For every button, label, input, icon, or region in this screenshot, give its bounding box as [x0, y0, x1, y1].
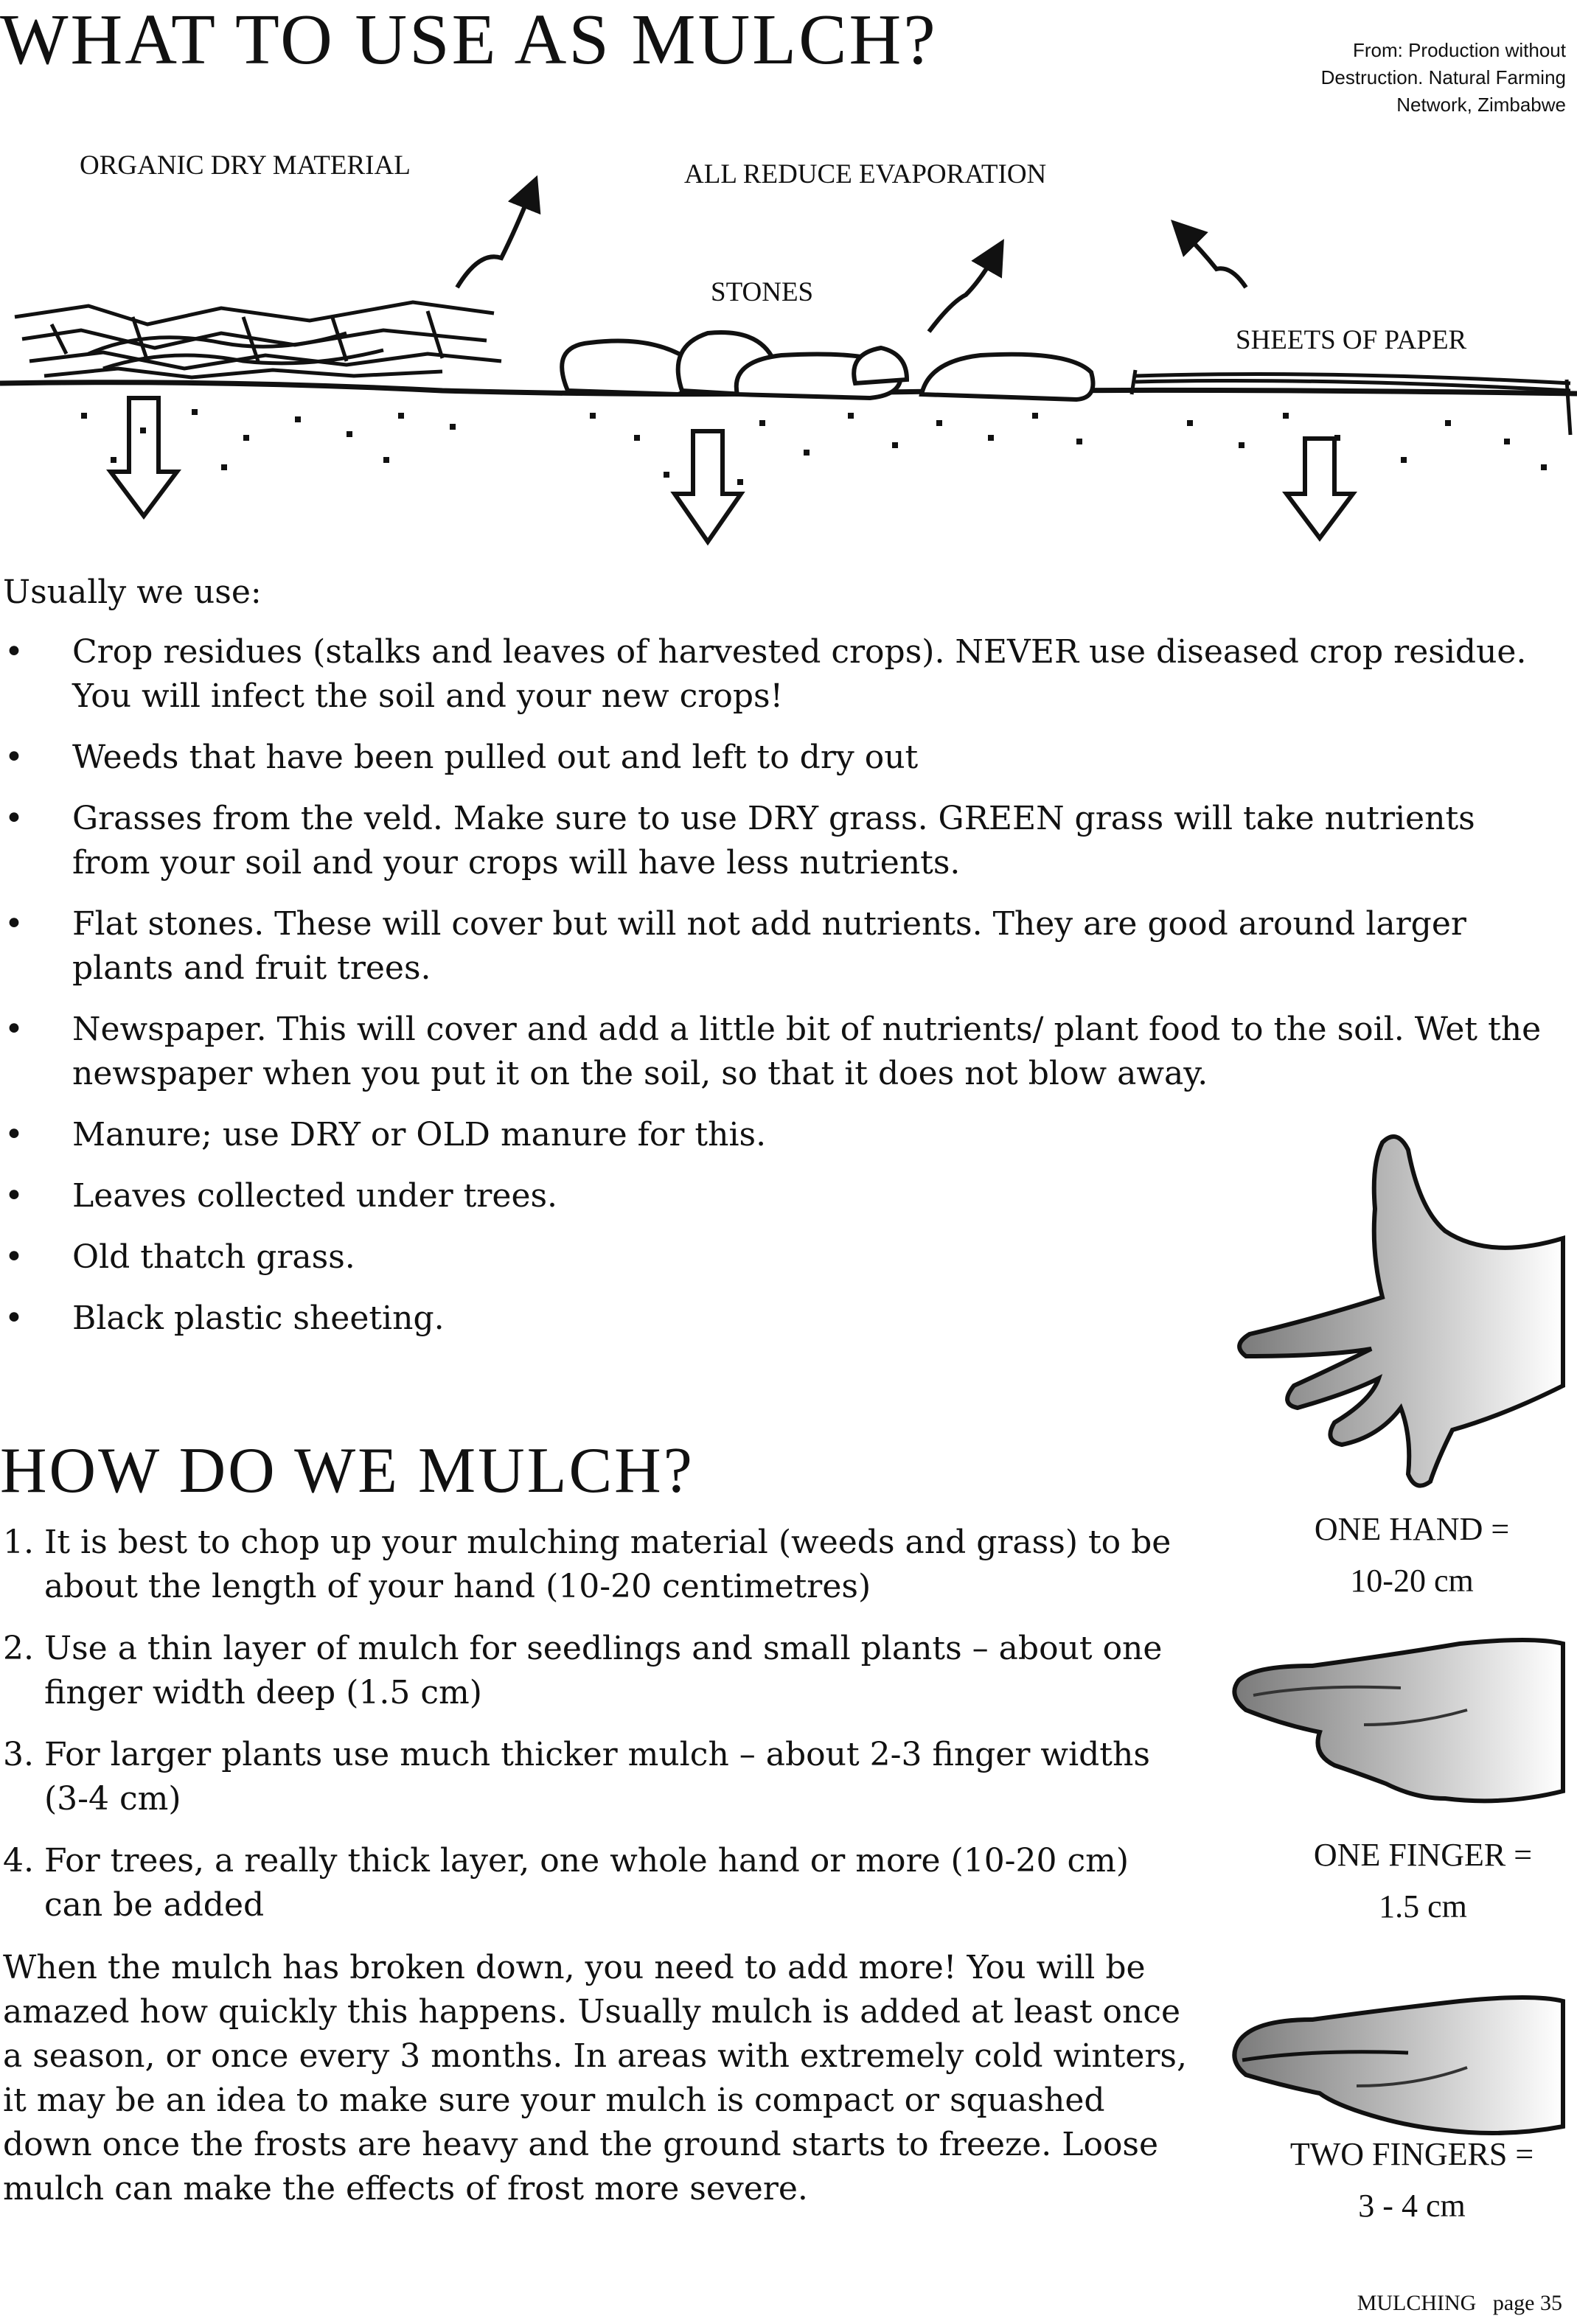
stones-label: STONES [711, 277, 814, 307]
one-finger-label: ONE FINGER = [1313, 1837, 1533, 1873]
step-number: 3. [3, 1736, 34, 1773]
one-hand-value: 10-20 cm [1350, 1563, 1474, 1599]
two-fingers-icon [1224, 1975, 1570, 2145]
list-item [3, 1521, 1197, 1609]
source-line: Destruction. Natural Farming [1320, 66, 1566, 88]
step-text: For trees, a really thick layer, one whole hand or more (10-20 cm) can be added [44, 1842, 1129, 1924]
step-text: It is best to chop up your mulching material (weeds and grass) to be about the length of your hand (10-20 centimetres) [44, 1524, 1172, 1605]
list-item: • Weeds that have been pulled out and left to dry out [0, 736, 1563, 780]
page-title: WHAT TO USE AS MULCH? [0, 0, 938, 80]
organic-material-drawing [15, 302, 501, 377]
finger-icon [1224, 1614, 1570, 1821]
closing-paragraph: When the mulch has broken down, you need to add more! You will be amazed how quickly this happens. Usually mulch is added at least once a season, or once every 3 months. In areas with extremely cold winters, it may be an idea to make sure your mulch is compact or squashed down once the frosts are heavy and the ground starts to freeze. Loose mulch can make the effects of frost more severe. [3, 1949, 1187, 2208]
stones-drawing [562, 332, 1093, 399]
how-heading: HOW DO WE MULCH? [0, 1435, 694, 1507]
two-fingers-illustration [1224, 1975, 1570, 2145]
list-item: • Black plastic sheeting. [0, 1297, 1563, 1341]
list-item [3, 1733, 1197, 1821]
source-credit [1183, 37, 1566, 119]
two-fingers-value: 3 - 4 cm [1358, 2188, 1466, 2224]
soil-dots [81, 409, 1547, 485]
one-hand-caption [1246, 1504, 1577, 1607]
list-item: • Newspaper. This will cover and add a little bit of nutrients/ plant food to the soil. Wet the newspaper when you put it on the soil, so that it does not blow away. [0, 1008, 1563, 1096]
step-number: 2. [3, 1630, 34, 1667]
one-hand-label: ONE HAND = [1314, 1511, 1510, 1547]
two-fingers-label: TWO FINGERS = [1289, 2136, 1534, 2172]
one-hand-illustration [1224, 1120, 1570, 1496]
steps-list [3, 1521, 1197, 1945]
step-text: For larger plants use much thicker mulch – about 2-3 finger widths (3-4 cm) [44, 1736, 1150, 1818]
paper-sheets-drawing [1132, 370, 1570, 435]
two-fingers-caption [1246, 2129, 1577, 2232]
page-footer [1357, 2291, 1562, 2316]
list-item: • Old thatch grass. [0, 1235, 1563, 1280]
step-number: 4. [3, 1842, 34, 1880]
footer-page-number: page 35 [1492, 2291, 1562, 2315]
source-line: Network, Zimbabwe [1396, 94, 1566, 116]
one-finger-illustration [1224, 1614, 1570, 1821]
list-item: • Grasses from the veld. Make sure to use DRY grass. GREEN grass will take nutrients from your soil and your crops will have less nutrients. [0, 797, 1563, 885]
intro-text: Usually we use: [3, 573, 262, 611]
step-number: 1. [3, 1524, 34, 1561]
list-item: • Flat stones. These will cover but will not add nutrients. They are good around larger plants and fruit trees. [0, 902, 1563, 991]
hand-icon [1224, 1120, 1570, 1496]
list-item [3, 1839, 1197, 1927]
list-item: • Manure; use DRY or OLD manure for this. [0, 1113, 1563, 1157]
footer-section: MULCHING [1357, 2291, 1477, 2315]
source-line: From: Production without [1352, 39, 1566, 61]
organic-material-label: ORGANIC DRY MATERIAL [80, 150, 411, 181]
paper-label: SHEETS OF PAPER [1236, 325, 1467, 355]
one-finger-caption [1257, 1829, 1577, 1933]
one-finger-value: 1.5 cm [1379, 1888, 1467, 1925]
list-item: • Crop residues (stalks and leaves of harvested crops). NEVER use diseased crop residue. You will infect the soil and your new crops! [0, 630, 1563, 719]
evaporation-arrows [457, 192, 1246, 332]
step-text: Use a thin layer of mulch for seedlings and small plants – about one finger width deep (1.5 cm) [44, 1630, 1163, 1711]
list-item: • Leaves collected under trees. [0, 1174, 1563, 1218]
list-item [3, 1627, 1197, 1715]
evaporation-label: ALL REDUCE EVAPORATION [684, 159, 1047, 189]
